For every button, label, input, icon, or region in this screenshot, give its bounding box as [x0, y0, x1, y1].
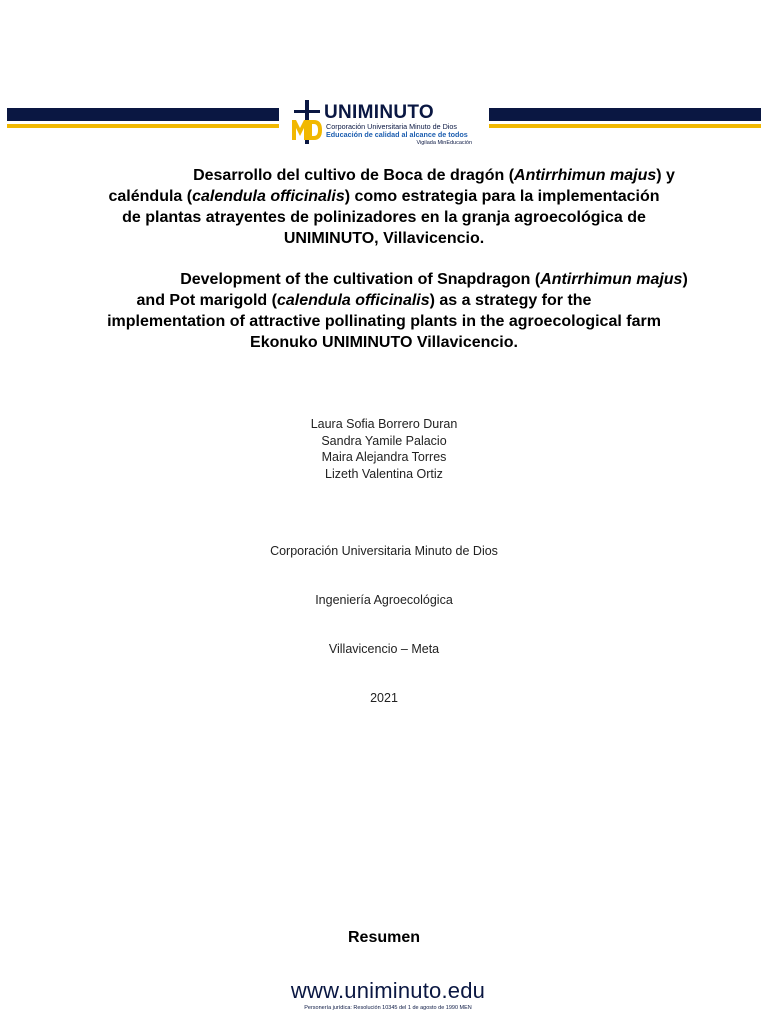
- header-band-navy-stripe: [7, 108, 279, 121]
- title-en-line-3: implementation of attractive pollinating plants in the agroecological farm: [107, 313, 661, 330]
- uniminuto-logo: [286, 96, 486, 148]
- title-es-line-2-text: caléndula (: [108, 188, 193, 205]
- title-en-line-1-text: Development of the cultivation of Snapdragon (: [180, 271, 541, 288]
- title-es-line-2-end: ) como estrategia para la implementación: [344, 188, 660, 205]
- title-es-species-2: calendula officinalis: [192, 188, 345, 205]
- author-name: Lizeth Valentina Ortiz: [325, 466, 443, 481]
- title-en-line-4: Ekonuko UNIMINUTO Villavicencio.: [250, 334, 518, 351]
- header-band-left: [7, 108, 279, 130]
- author-list: [0, 416, 768, 482]
- title-en-line-2-end: ) as a strategy for the: [429, 292, 592, 309]
- header-band-right: [489, 108, 761, 130]
- title-es-line-3: de plantas atrayentes de polinizadores en la granja agroecológica de: [122, 209, 646, 226]
- resumen-heading: Resumen: [347, 929, 421, 946]
- logo-tagline: Educación de calidad al alcance de todos: [326, 130, 468, 139]
- title-es-line-1: [60, 165, 708, 186]
- title-en-species-1: Antirrhimun majus: [540, 271, 683, 288]
- program-name: Ingeniería Agroecológica: [315, 593, 453, 607]
- title-english: [60, 269, 708, 353]
- logo-wordmark: UNIMINUTO: [324, 102, 435, 123]
- footer-website-url: www.uniminuto.edu: [290, 978, 486, 1003]
- title-es-species-1: Antirrhimun majus: [514, 167, 657, 184]
- md-logo-mark-icon: [290, 100, 324, 144]
- header-band-navy-stripe: [489, 108, 761, 121]
- logo-vigilada: Vigilada MinEducación: [416, 140, 472, 146]
- title-en-line-2: [60, 290, 708, 311]
- title-spanish: [60, 165, 708, 249]
- author-name: Laura Sofia Borrero Duran: [310, 417, 458, 431]
- title-en-line-1-end: ): [682, 271, 688, 288]
- title-en-line-2-text: and Pot marigold (: [136, 292, 277, 309]
- logo-institution-line: Corporación Universitaria Minuto de Dios: [326, 122, 458, 131]
- title-es-line-4: UNIMINUTO, Villavicencio.: [283, 230, 485, 247]
- institution-name: Corporación Universitaria Minuto de Dios: [270, 544, 498, 558]
- title-es-line-1-text: Desarrollo del cultivo de Boca de dragón (: [193, 167, 515, 184]
- title-es-line-2: [60, 186, 708, 207]
- header-band-gold-stripe: [489, 124, 761, 128]
- author-name: Sandra Yamile Palacio: [321, 433, 447, 448]
- title-en-line-1: [60, 269, 708, 290]
- header-band-gold-stripe: [7, 124, 279, 128]
- title-en-species-2: calendula officinalis: [276, 292, 430, 309]
- city-location: Villavicencio – Meta: [328, 642, 440, 656]
- author-name: Maira Alejandra Torres: [321, 450, 447, 464]
- title-es-line-1-end: ) y: [656, 167, 675, 184]
- publication-year: 2021: [370, 691, 398, 705]
- footer-legal-text: Personería jurídica: Resolución 10345 del 1 de agosto de 1990 MEN: [304, 1005, 472, 1011]
